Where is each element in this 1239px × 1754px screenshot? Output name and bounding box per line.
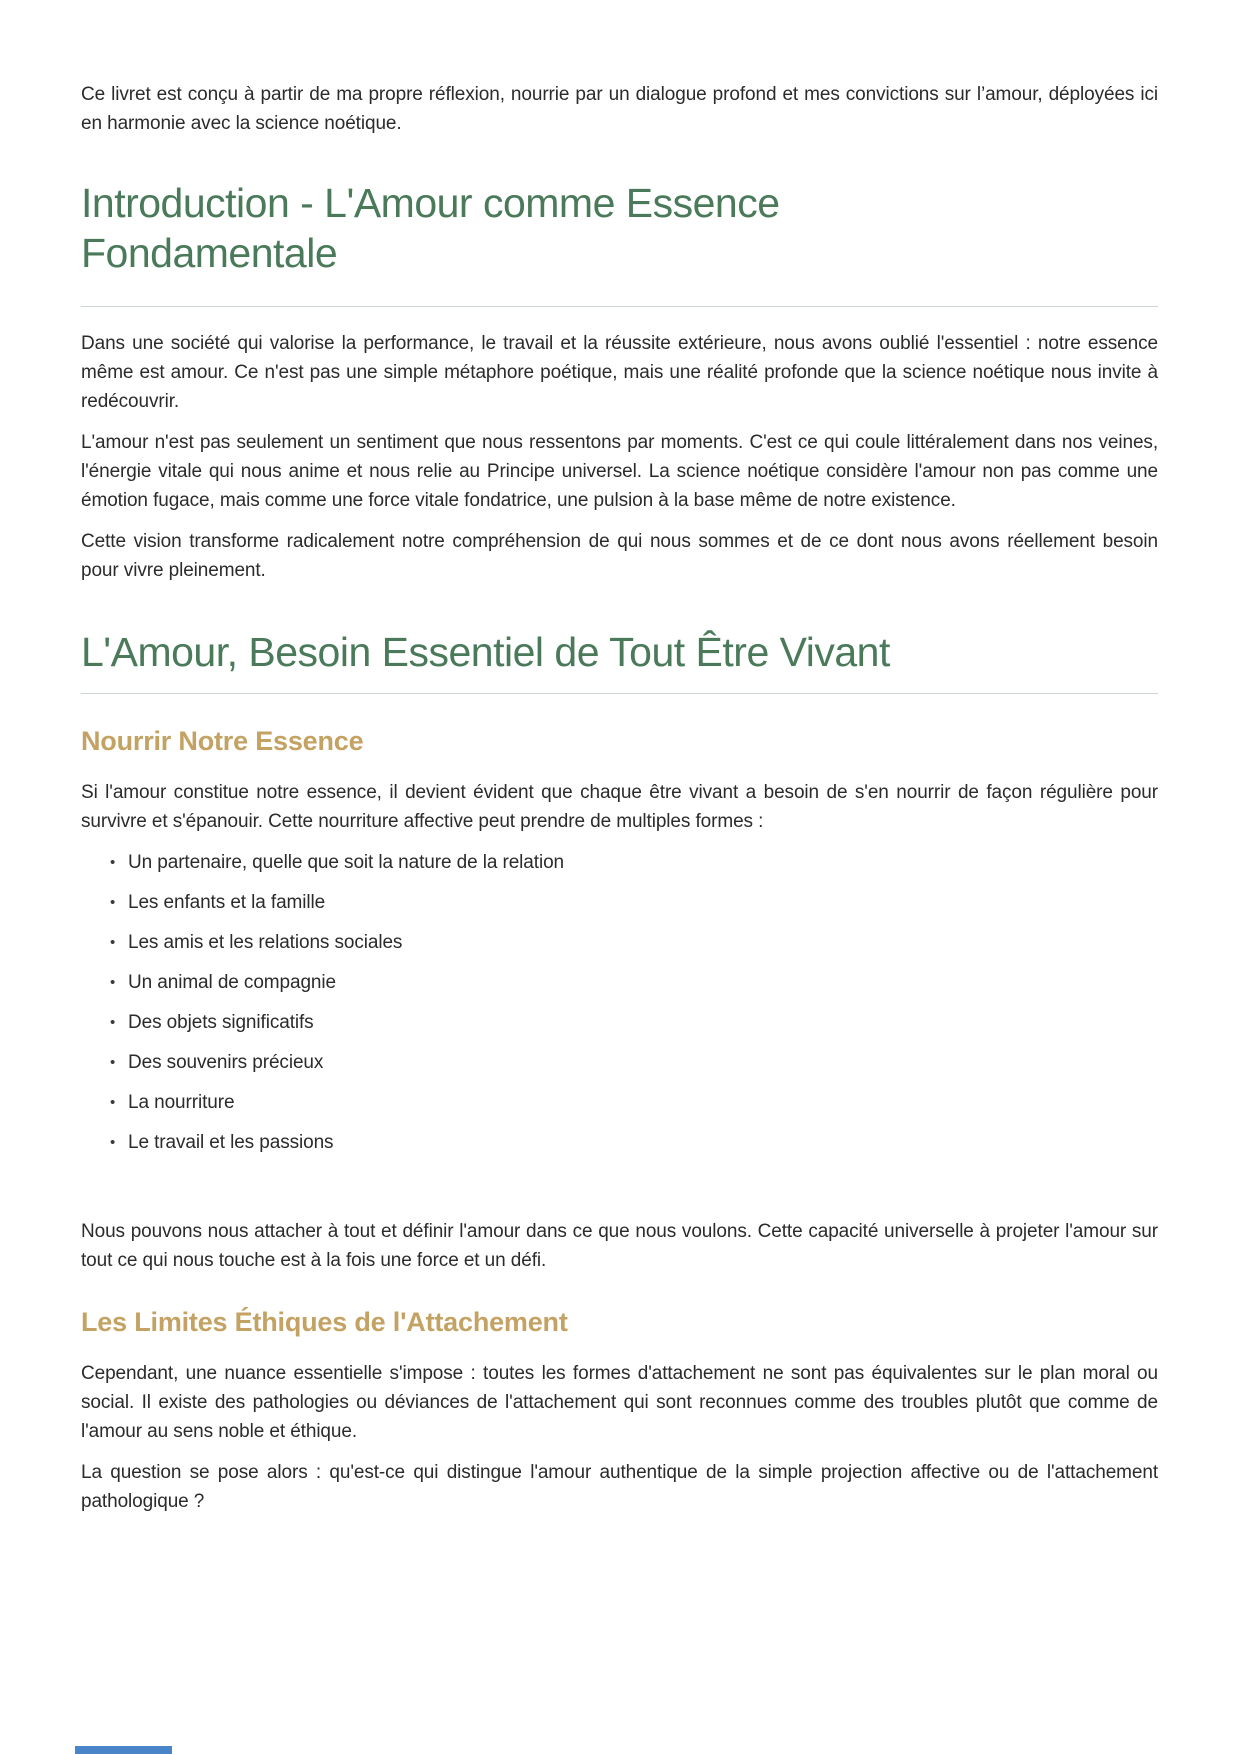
paragraph: Si l'amour constitue notre essence, il devient évident que chaque être vivant a besoin de s'en nourrir de façon régulière pour survivre et s'épanouir. Cette nourriture affective peut prendre de multiples formes : [81, 782, 1158, 832]
bullet-icon: • [110, 854, 116, 871]
paragraph: Nous pouvons nous attacher à tout et définir l'amour dans ce que nous voulons. Cette capacité universelle à projeter l'amour sur tout ce qui nous touche est à la fois une force et un défi. [81, 1221, 1158, 1271]
bullet-icon: • [110, 1054, 116, 1071]
bullet-icon: • [110, 974, 116, 991]
paragraph: Dans une société qui valorise la performance, le travail et la réussite extérieure, nous avons oublié l'essentiel : notre essence même est amour. Ce n'est pas une simple métaphore poétique, mais une réalité profonde que la science noétique nous invite à redécouvrir. [81, 333, 1158, 412]
footer-partial-blue-bar [75, 1746, 172, 1754]
paragraph: Cependant, une nuance essentielle s'impose : toutes les formes d'attachement ne sont pas équivalentes sur le plan moral ou social. Il existe des pathologies ou déviances de l'attachement qui sont reconnues comme des troubles plutôt que comme de l'amour au sens noble et éthique. [81, 1363, 1158, 1442]
list-item [81, 1128, 1158, 1157]
list-item-text: La nourriture [128, 1092, 235, 1113]
list-item-text: Un animal de compagnie [128, 972, 336, 993]
paragraph: L'amour n'est pas seulement un sentiment que nous ressentons par moments. C'est ce qui coule littéralement dans nos veines, l'énergie vitale qui nous anime et nous relie au Principe universel. La science noétique considère l'amour non pas comme une émotion fugace, mais comme une force vitale fondatrice, une pulsion à la base même de notre existence. [81, 432, 1158, 511]
list-item [81, 1008, 1158, 1037]
bullet-icon: • [110, 1014, 116, 1031]
list-item-text: Le travail et les passions [128, 1132, 334, 1153]
paragraph: La question se pose alors : qu'est-ce qui distingue l'amour authentique de la simple projection affective ou de l'attachement pathologique ? [81, 1462, 1158, 1512]
list-item [81, 888, 1158, 917]
subsection-title-nourrir-notre-essence: Nourrir Notre Essence [81, 726, 364, 756]
list-item-text: Un partenaire, quelle que soit la nature de la relation [128, 852, 565, 873]
bullet-icon: • [110, 1134, 116, 1151]
list-item [81, 968, 1158, 997]
paragraph: Cette vision transforme radicalement notre compréhension de qui nous sommes et de ce dont nous avons réellement besoin pour vivre pleinement. [81, 531, 1158, 581]
list-item [81, 1048, 1158, 1077]
section-divider [81, 693, 1158, 694]
subsection-title-limites-ethiques: Les Limites Éthiques de l'Attachement [81, 1307, 568, 1337]
bullet-icon: • [110, 1094, 116, 1111]
section-title-introduction: Introduction - L'Amour comme Essence Fondamentale [81, 180, 780, 276]
list-item [81, 1088, 1158, 1117]
list-item [81, 928, 1158, 957]
list-item-text: Des objets significatifs [128, 1012, 314, 1033]
bullet-icon: • [110, 894, 116, 911]
section-title-amour-besoin-essentiel: L'Amour, Besoin Essentiel de Tout Être Vivant [81, 629, 890, 675]
list-item-text: Des souvenirs précieux [128, 1052, 324, 1073]
bullet-icon: • [110, 934, 116, 951]
list-item-text: Les enfants et la famille [128, 892, 326, 913]
section-divider [81, 306, 1158, 307]
list-item [81, 848, 1158, 877]
list-item-text: Les amis et les relations sociales [128, 932, 403, 953]
intro-paragraph: Ce livret est conçu à partir de ma propre réflexion, nourrie par un dialogue profond et mes convictions sur l’amour, déployées ici en harmonie avec la science noétique. [81, 84, 1158, 134]
attachment-forms-list [81, 848, 1158, 1157]
